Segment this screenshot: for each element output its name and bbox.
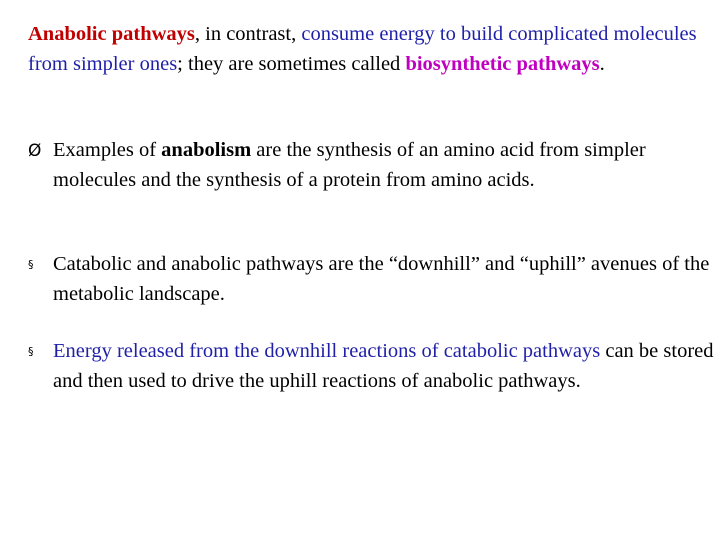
bullet-highlight: Energy released from the downhill reactions of catabolic pathways (53, 340, 601, 362)
bullet-item-downhill-uphill (28, 250, 720, 309)
intro-text-2: ; they are sometimes called (177, 52, 406, 75)
intro-paragraph (28, 20, 698, 79)
bullet-text-pre: Examples of (53, 139, 162, 161)
bullet-text: Catabolic and anabolic pathways are the “downhill” and “uphill” avenues of the metabolic landscape. (53, 253, 710, 305)
intro-highlight: consume energy to build complicated molecules from simpler ones (28, 23, 697, 75)
intro-text-3: . (599, 52, 605, 75)
bullet-text: can be stored and then used to drive the uphill reactions of anabolic pathways. (53, 340, 714, 392)
term-anabolic-pathways: Anabolic pathways (28, 23, 195, 45)
square-bullet-icon: § (28, 345, 34, 358)
square-bullet-icon: § (28, 258, 34, 271)
bullet-text-post: are the synthesis of an amino acid from simpler molecules and the synthesis of a protein from amino acids. (53, 139, 646, 191)
term-biosynthetic-pathways: biosynthetic pathways (405, 52, 600, 75)
intro-text-1: , in contrast, (194, 23, 302, 45)
term-anabolism: anabolism (161, 139, 252, 161)
arrow-bullet-icon: Ø (28, 141, 42, 161)
bullet-item-anabolism-examples (28, 136, 720, 195)
bullet-item-energy-released (28, 337, 720, 396)
